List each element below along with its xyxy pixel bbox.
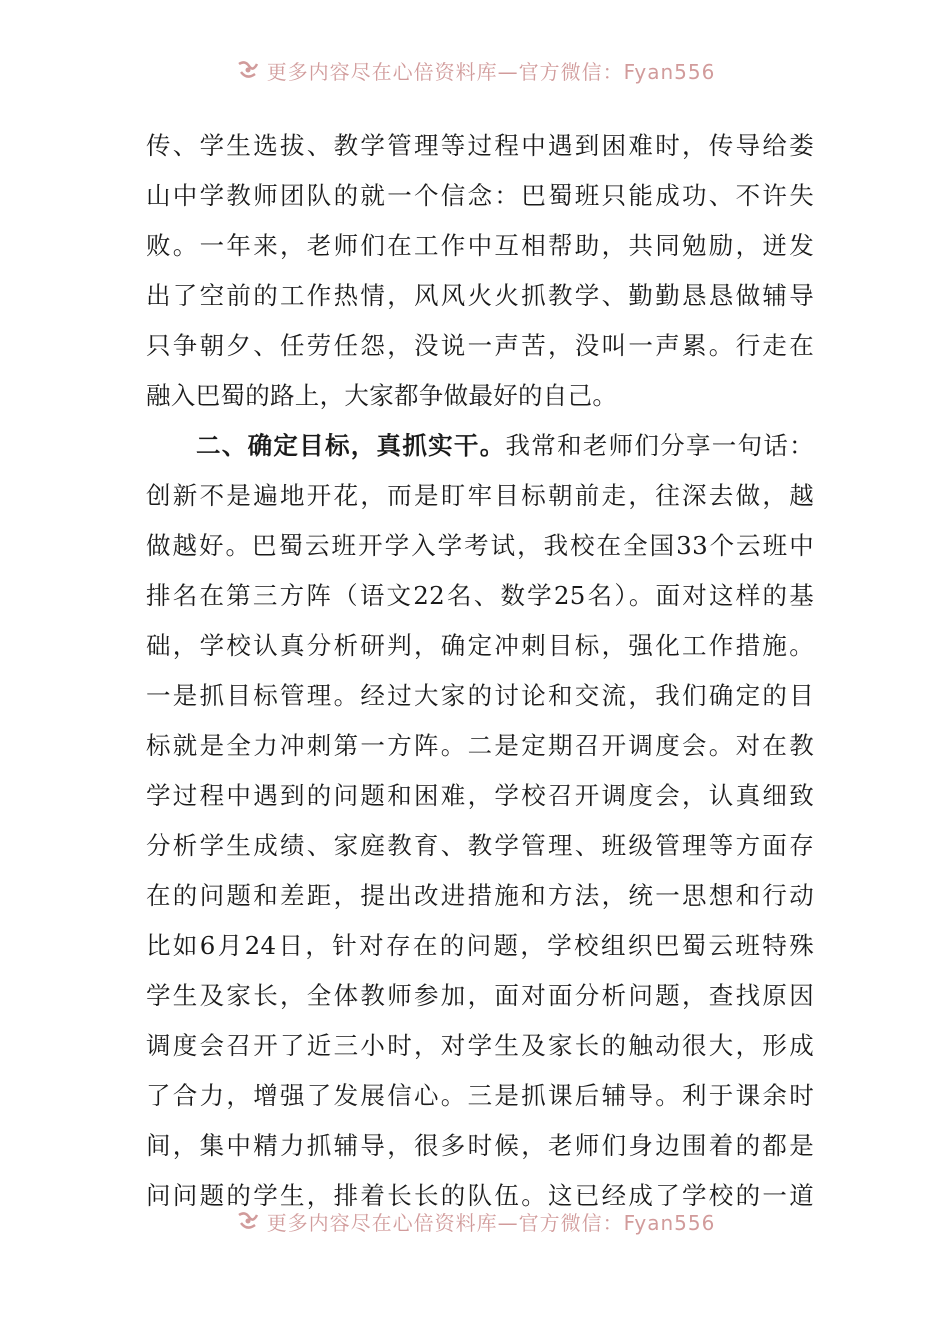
text-line: 标就是全力冲刺第一方阵。二是定期召开调度会。对在教 xyxy=(146,731,814,760)
watermark-text: 更多内容尽在心倍资料库—官方微信：Fyan556 xyxy=(266,1210,716,1235)
text-line: 问问题的学生，排着长长的队伍。这已经成了学校的一道 xyxy=(146,1181,814,1210)
text-line: 一是抓目标管理。经过大家的讨论和交流，我们确定的目 xyxy=(146,681,814,710)
text-line: 分析学生成绩、家庭教育、教学管理、班级管理等方面存 xyxy=(146,831,814,860)
text-line: 只争朝夕、任劳任怨，没说一声苦，没叫一声累。行走在 xyxy=(146,331,814,360)
text-line: 间，集中精力抓辅导，很多时候，老师们身边围着的都是 xyxy=(146,1131,814,1160)
text-line: 出了空前的工作热情，风风火火抓教学、勤勤恳恳做辅导 xyxy=(146,281,814,310)
text-line: 做越好。巴蜀云班开学入学考试，我校在全国33个云班中 xyxy=(146,531,814,560)
text-line: 学过程中遇到的问题和困难，学校召开调度会，认真细致 xyxy=(146,781,814,810)
text-line: 传、学生选拔、教学管理等过程中遇到困难时，传导给娄 xyxy=(146,131,814,160)
watermark-text: 更多内容尽在心倍资料库—官方微信：Fyan556 xyxy=(266,59,716,84)
text-line: 了合力，增强了发展信心。三是抓课后辅导。利于课余时 xyxy=(146,1081,814,1110)
watermark-bottom xyxy=(0,1206,950,1236)
paragraph-2 xyxy=(146,421,814,1221)
text-line: 败。一年来，老师们在工作中互相帮助，共同勉励，迸发 xyxy=(146,231,814,260)
text-line: 创新不是遍地开花，而是盯牢目标朝前走，往深去做，越 xyxy=(146,481,814,510)
logo-icon xyxy=(235,58,261,82)
paragraph-1 xyxy=(146,121,814,421)
text-line xyxy=(146,421,814,471)
text-line: 排名在第三方阵（语文22名、数学25名）。面对这样的基 xyxy=(146,581,814,610)
document-body xyxy=(146,121,814,1221)
text-line: 学生及家长，全体教师参加，面对面分析问题，查找原因 xyxy=(146,981,814,1010)
text-line: 在的问题和差距，提出改进措施和方法，统一思想和行动 xyxy=(146,881,814,910)
watermark-top xyxy=(0,55,950,85)
text-line: 山中学教师团队的就一个信念：巴蜀班只能成功、不许失 xyxy=(146,181,814,210)
text-line: 调度会召开了近三小时，对学生及家长的触动很大，形成 xyxy=(146,1031,814,1060)
section-heading: 二、确定目标，真抓实干。 xyxy=(196,431,506,460)
text-line: 融入巴蜀的路上，大家都争做最好的自己。 xyxy=(146,381,618,410)
heading-continuation: 我常和老师们分享一句话： xyxy=(505,431,814,460)
logo-icon xyxy=(235,1209,261,1233)
text-line: 础，学校认真分析研判，确定冲刺目标，强化工作措施。 xyxy=(146,631,814,660)
text-line: 比如6月24日，针对存在的问题，学校组织巴蜀云班特殊 xyxy=(146,931,814,960)
